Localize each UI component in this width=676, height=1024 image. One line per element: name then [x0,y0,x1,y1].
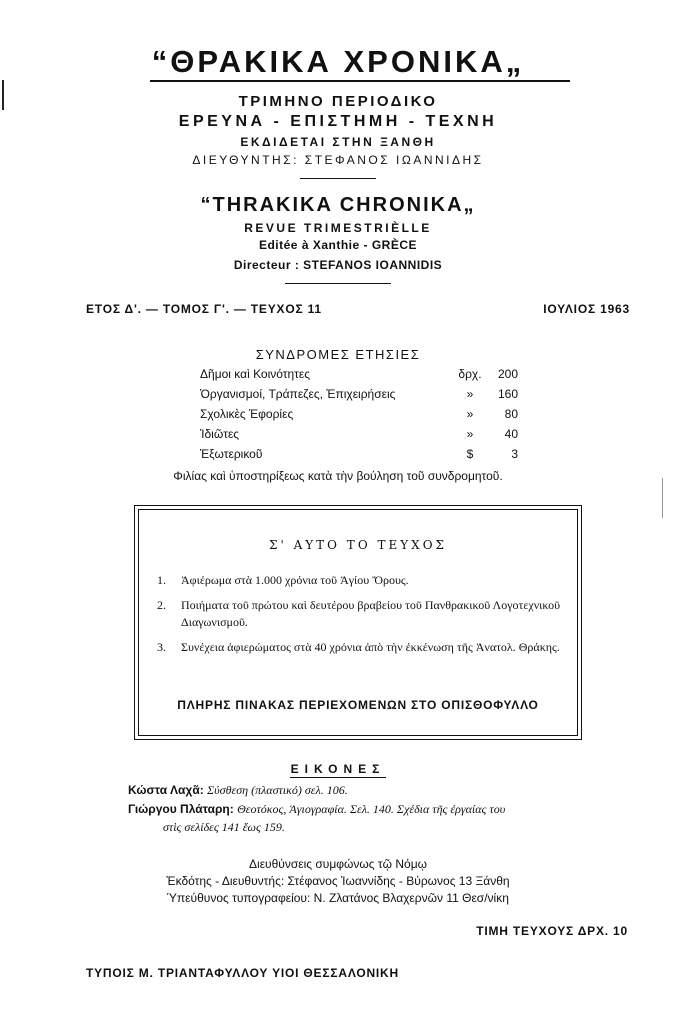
subscription-name: Ἐξωτερικοῦ [200,447,263,461]
picture-description: Θεοτόκος, Ἁγιογραφία. Σελ. 140. Σχέδια τῆς ἐργαίας του [237,802,506,816]
journal-title: “ΘΡΑΚΙΚΑ ΧΡΟΝΙΚΑ„ [151,44,525,79]
header-periodical-type: ΤΡΙΜΗΝΟ ΠΕΡΙΟΔΙΚΟ [238,93,438,110]
picture-author: Γιώργου Πλάταρη: [128,802,234,816]
subscription-name: Δῆμοι καὶ Κοινότητες [200,367,311,381]
subscription-row [200,387,518,405]
subscription-name: Ὀργανισμοί, Τράπεζες, Ἐπιχειρήσεις [200,387,396,401]
legal-heading: Διευθύνσεις συμφώνως τῷ Νόμῳ [249,857,427,871]
contents-item-text: Συνέχεια ἀφιερώματος στὰ 40 χρόνια ἀπὸ τὴν ἐκκένωση τῆς Ἀνατολ. Θράκης. [181,640,560,654]
header-director: ΔΙΕΥΘΥΝΤΗΣ: ΣΤΕΦΑΝΟΣ ΙΩΑΝΝΙΔΗΣ [192,153,484,167]
scan-margin-mark [662,478,663,518]
french-divider [285,283,391,284]
contents-item-number: 3. [157,640,166,654]
french-revue: REVUE TRIMESTRIÈLLE [244,221,432,235]
subscription-name: Ἰδιῶτες [200,427,240,441]
subscription-price: 3 [511,447,518,461]
subscription-price: 160 [497,387,518,401]
subscription-note: Φιλίας καὶ ὑποστηρίξεως κατὰ τὴν βούληση τοῦ συνδρομητοῦ. [173,469,503,483]
pictures-heading: ΕΙΚΟΝΕΣ [290,762,386,776]
subscription-currency: » [466,387,474,401]
subscription-currency: $ [466,447,474,461]
picture-credit [128,802,505,817]
subscription-row [200,427,518,445]
subscription-price: 200 [497,367,518,381]
subscription-row [200,407,518,425]
subscription-row [200,447,518,465]
subscription-price: 80 [504,407,518,421]
subscription-currency: δρχ. [458,367,482,381]
subscription-name: Σχολικὲς Ἐφορίες [200,407,294,421]
contents-item-text: Ποιήματα τοῦ πρώτου καὶ δευτέρου βραβείου τοῦ Πανθρακικοῦ Λογοτεχνικοῦ Διαγωνισμοῦ. [181,598,561,629]
contents-title: Σ' ΑΥΤΟ ΤΟ ΤΕΥΧΟΣ [268,538,448,552]
legal-publisher: Ἐκδότης - Διευθυντής: Στέφανος Ἰωαννίδης - Βύρωνος 13 Ξάνθη [166,874,510,888]
legal-printer-responsible: Ὑπεύθυνος τυπογραφείου: Ν. Ζλατάνος Βλαχερνῶν 11 Θεσ/νίκη [167,891,509,905]
header-published-in: ΕΚΔΙΔΕΤΑΙ ΣΤΗΝ ΞΑΝΘΗ [240,135,436,149]
contents-item-number: 2. [157,598,166,612]
title-underline [150,80,570,82]
pictures-underline [290,777,386,778]
issue-volume: ΕΤΟΣ Δ'. — ΤΟΜΟΣ Γ'. — ΤΕΥΧΟΣ 11 [86,302,322,316]
french-directeur: Directeur : STEFANOS IOANNIDIS [233,258,443,272]
french-editee: Editée à Xanthie - GRÈCE [258,238,418,252]
header-subjects: ΕΡΕΥΝΑ - ΕΠΙΣΤΗΜΗ - ΤΕΧΝΗ [178,113,498,130]
scan-margin-mark [2,80,4,110]
header-divider [300,178,376,179]
picture-description-continued: στὶς σελίδες 141 ἕως 159. [163,820,285,834]
contents-item-text: Ἀφιέρωμα στὰ 1.000 χρόνια τοῦ Ἁγίου Ὄρους. [181,573,409,587]
picture-credit [128,783,348,798]
french-title: “THRAKIKA CHRONIKA„ [200,194,476,216]
subscription-currency: » [466,427,474,441]
subscriptions-heading: ΣΥΝΔΡΟΜΕΣ ΕΤΗΣΙΕΣ [255,347,421,362]
printer-credit: ΤΥΠΟΙΣ Μ. ΤΡΙΑΝΤΑΦΥΛΛΟΥ ΥΙΟΙ ΘΕΣΣΑΛΟΝΙΚΗ [86,966,399,980]
contents-footer: ΠΛΗΡΗΣ ΠΙΝΑΚΑΣ ΠΕΡΙΕΧΟΜΕΝΩΝ ΣΤΟ ΟΠΙΣΘΟΦΥΛΛΟ [177,698,539,712]
picture-author: Κώστα Λαχᾶ: [128,783,204,797]
subscription-price: 40 [504,427,518,441]
issue-price: ΤΙΜΗ ΤΕΥΧΟΥΣ ΔΡΧ. 10 [476,924,628,938]
contents-item-number: 1. [157,573,166,587]
picture-description: Σύσθεση (πλαστικό) σελ. 106. [207,783,348,797]
issue-date: ΙΟΥΛΙΟΣ 1963 [543,302,630,316]
subscription-row [200,367,518,385]
subscription-currency: » [466,407,474,421]
